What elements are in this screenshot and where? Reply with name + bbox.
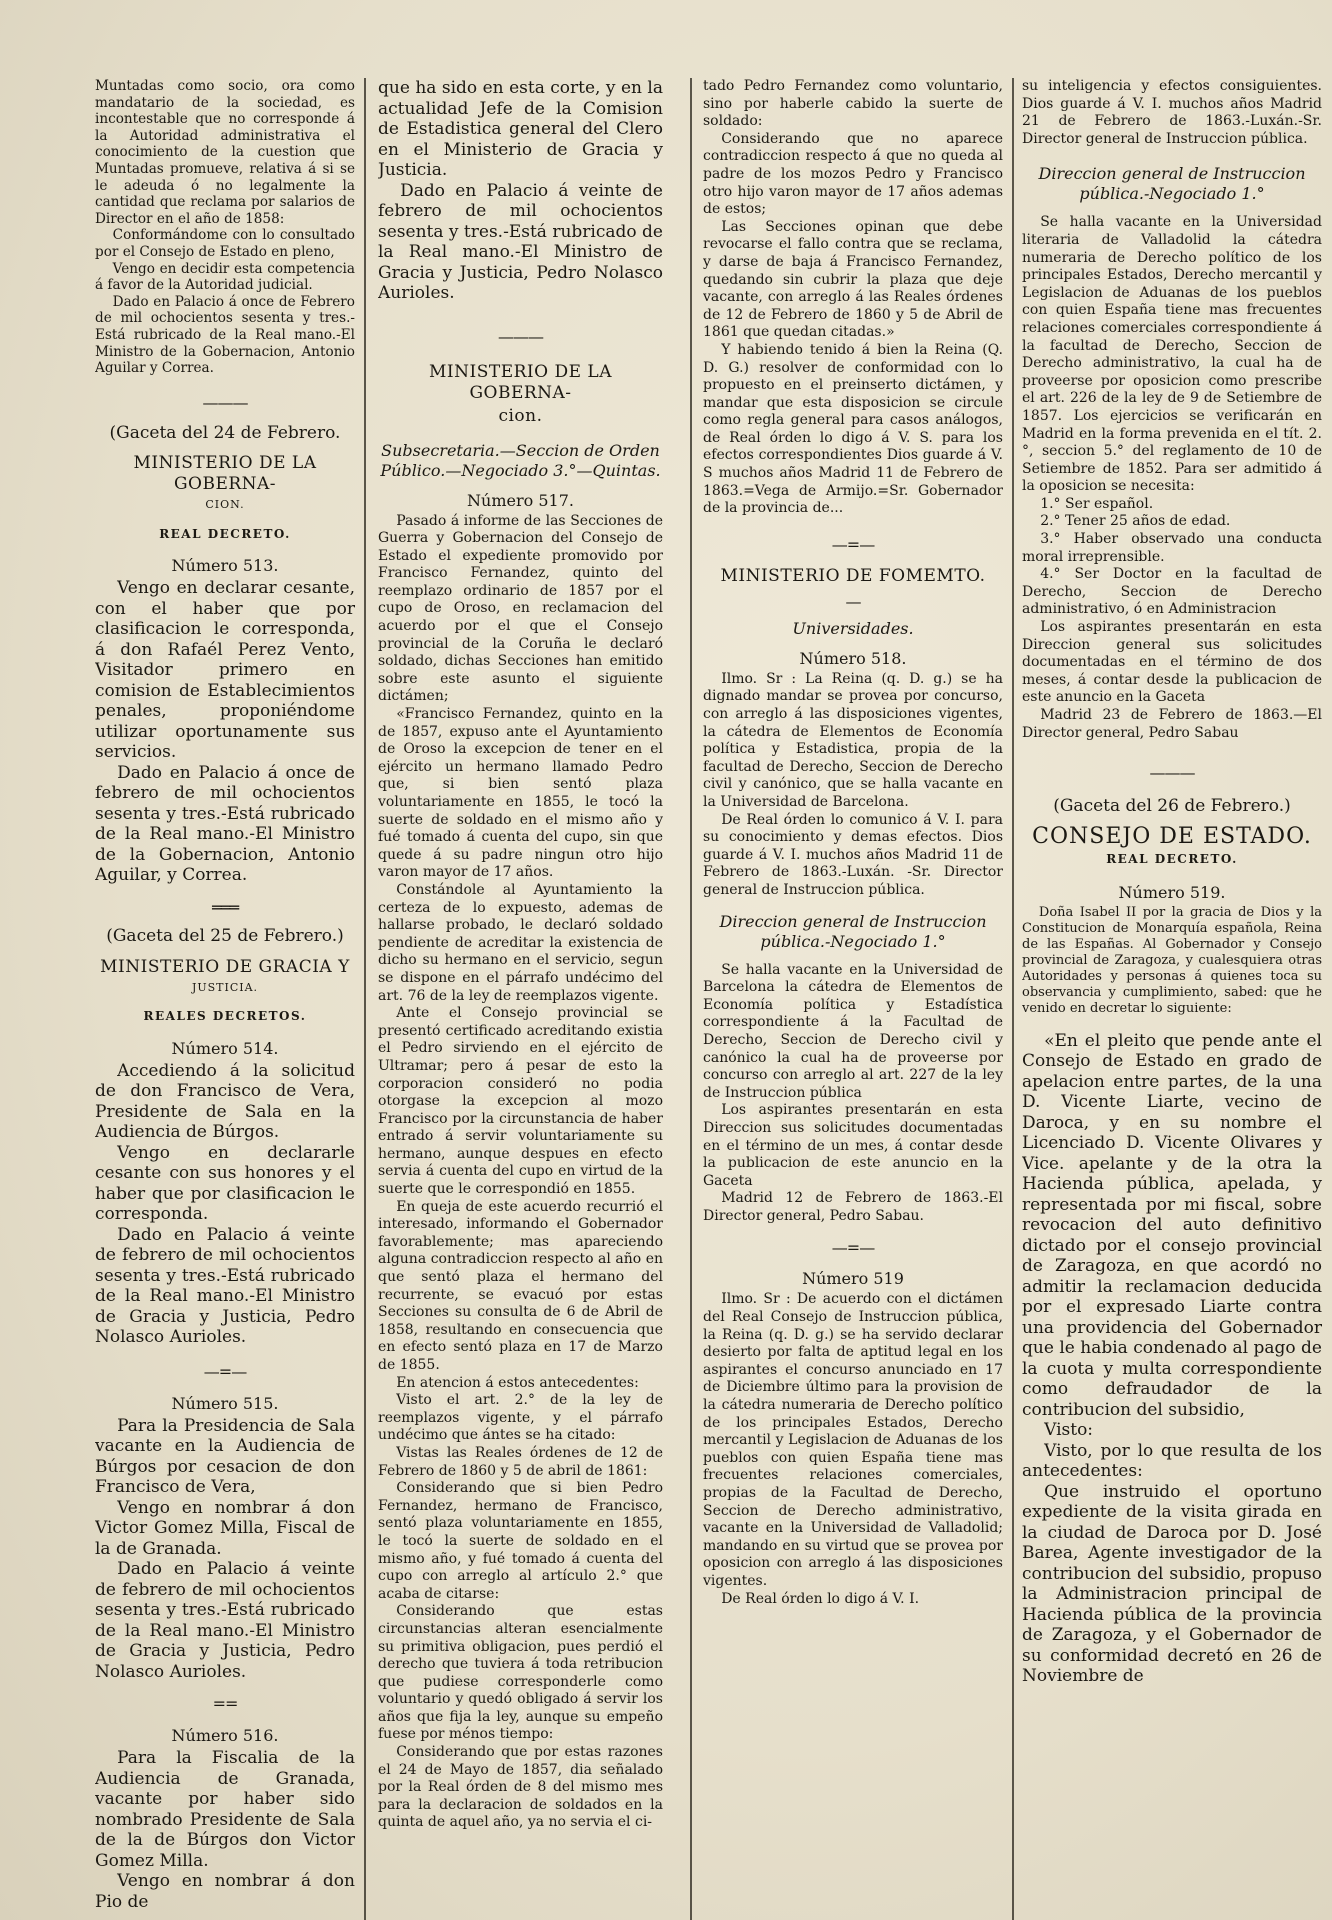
separator: —	[845, 591, 861, 611]
paragraph: En queja de este acuerdo recurrió el interesado, informando el Gobernador favorablemente; mas apareciendo alguna contradiccion respecto al año en que sentó plaza el hermano del recurrente, se evacuó por estas Secciones su consulta de 6 de Abril de 1858, resultando en consecuencia que en efecto sentó plaza en 17 de Marzo de 1855.	[378, 1198, 663, 1373]
paragraph: «En el pleito que pende ante el Consejo de Estado en grado de apelacion entre partes, de la una D. Vicente Liarte, vecino de Daroca, y en su nombre el Licenciado D. Vicente Olivares y Vice. apelante y de la otra la Hacienda pública, apelada, y representada por mi fiscal, sobre revocacion del auto definitivo dictado por el consejo provincial de Zaragoza, en que acordó no admitir la reclamacion deducida por el expresado Liarte contra una providencia del Gobernador que le habia condenado al pago de la cuota y multa correspondiente como defraudador de la contribucion del subsidio,	[1022, 1030, 1322, 1420]
column-2	[378, 78, 663, 1920]
paragraph: Madrid 12 de Febrero de 1863.-El Director general, Pedro Sabau.	[703, 1190, 1003, 1224]
paragraph: Que instruido el oportuno expediente de la visita girada en la ciudad de Daroca por D. José Barea, Agente investigador de la contribucion del subsidio, propuso la Administracion principal de Hacienda pública de la provincia de Zaragoza, y el Gobernador de su conformidad decretó en 26 de Noviembre de	[1022, 1481, 1322, 1687]
separator: ———	[498, 326, 543, 346]
separator: ==	[212, 1694, 238, 1714]
paragraph: Los aspirantes presentarán en esta Direccion general sus solicitudes documentadas en el término de dos meses, á contar desde la publicacion de este anuncio en la Gaceta	[1022, 619, 1322, 706]
paragraph: Doña Isabel II por la gracia de Dios y la Constitucion de Monarquía española, Reina de las Españas. Al Gobernador y Consejo provincial de Zaragoza, y cualesquiera otras Autoridades y personas á quienes toca su observancia y cumplimiento, sabed: que he venido en decretar lo siguiente:	[1022, 904, 1322, 1016]
paragraph: Vengo en nombrar á don Victor Gomez Milla, Fiscal de la de Granada.	[95, 1497, 355, 1559]
column-rule	[1012, 78, 1014, 1920]
paragraph: Ilmo. Sr : La Reina (q. D. g.) se ha dignado mandar se provea por concurso, con arreglo á las disposiciones vigentes, la cátedra de Elementos de Economía política y Estadistica, propia de la facultad de Derecho, Seccion de Derecho civil y canónico, que se halla vacante en la Universidad de Barcelona.	[703, 670, 1003, 810]
separator: ———	[202, 392, 248, 412]
requirement: 1.° Ser español.	[1040, 495, 1154, 512]
requirement: 4.° Ser Doctor en la facultad de Derecho, Seccion de Derecho administrativo, ó en Administracion	[1022, 566, 1322, 618]
paragraph: que ha sido en esta corte, y en la actualidad Jefe de la Comision de Estadistica general del Clero en el Ministerio de Gracia y Justicia.	[378, 78, 663, 180]
decree-heading: REALES DECRETOS.	[143, 1009, 307, 1024]
decree-number: Número 515.	[171, 1393, 279, 1413]
separator: —=—	[831, 534, 875, 554]
decree-number: Número 518.	[799, 648, 907, 668]
paragraph: Se halla vacante en la Universidad de Barcelona la cátedra de Elementos de Economía política y Estadística correspondiente á la Facultad de Derecho, Seccion de Derecho civil y canónico la cual ha de proveerse por concurso con arreglo al art. 227 de la ley de Instruccion pública	[703, 961, 1003, 1101]
decree-number: Número 516.	[171, 1726, 279, 1746]
gaceta-date: (Gaceta del 25 de Febrero.)	[106, 925, 344, 946]
requirement: 3.° Haber observado una conducta moral irreprensible.	[1022, 531, 1322, 565]
separator: ———	[1149, 763, 1195, 783]
separator: —=—	[203, 1361, 247, 1381]
paragraph: Para la Fiscalia de la Audiencia de Granada, vacante por haber sido nombrado Presidente de Sala de la de Búrgos don Victor Gomez Milla.	[95, 1748, 355, 1871]
paragraph: Ante el Consejo provincial se presentó certificado acreditando existia el Pedro sirviendo en el ejército de Ultramar; pero á pesar de esto la corporacion consideró no podia otorgase la excepcion al mozo Francisco por la circunstancia de haber entrado á servir voluntariamente su hermano, aunque despues en efecto servia á cuenta del cupo en virtud de la suerte que le correspondió en 1855.	[378, 1005, 663, 1198]
ministry-heading: MINISTERIO DE LA GOBERNA-	[133, 453, 317, 495]
paragraph: Considerando que por estas razones el 24 de Mayo de 1857, dia señalado por la Real órden de 8 del mismo mes para la declaracion de soldados en la quinta de aquel año, ya no servia el ci-	[378, 1744, 663, 1831]
separator: ═══	[212, 897, 238, 917]
section-heading: Direccion general de Instruccion pública.-Negociado 1.°	[719, 911, 987, 951]
paragraph: Accediendo á la solicitud de don Francisco de Vera, Presidente de Sala en la Audiencia de Búrgos.	[95, 1060, 355, 1143]
column-4	[1022, 78, 1322, 1920]
paragraph: De Real órden lo comunico á V. I. para su conocimiento y demas efectos. Dios guarde á V. I. muchos años Madrid 11 de Febrero de 1863.-Luxán. -Sr. Director general de Instruccion pública.	[703, 811, 1003, 898]
paragraph: Se halla vacante en la Universidad literaria de Valladolid la cátedra numeraria de Derecho político de los principales Estados, Derecho mercantil y Legislacion de Aduanas de los pueblos con quien España tiene mas frecuentes relaciones comerciales correspondiente á la facultad de Derecho, Seccion de Derecho administrativo, la cual ha de proveerse por oposicion como prescribe el art. 226 de la ley de 9 de Setiembre de 1857. Los ejercicios se verificarán en Madrid en la forma prevenida en el tít. 2.°, seccion 5.° del reglamento de 10 de Setiembre de 1852. Para ser admitido á la oposicion se necesita:	[1022, 214, 1322, 495]
paragraph: Vistas las Reales órdenes de 12 de Febrero de 1860 y 5 de abril de 1861:	[378, 1444, 663, 1479]
ministry-heading: MINISTERIO DE FOMEMTO.	[720, 565, 986, 586]
paragraph: Vengo en decidir esta competencia á favor de la Autoridad judicial.	[95, 260, 355, 294]
decree-heading: REAL DECRETO.	[1106, 852, 1238, 867]
column-rule	[364, 78, 366, 1920]
paragraph: De Real órden lo digo á V. I.	[721, 1590, 920, 1607]
ministry-heading-cont: cion.	[498, 405, 543, 426]
paragraph: Dado en Palacio á veinte de febrero de mil ochocientos sesenta y tres.-Está rubricado de la Real mano.-El Ministro de Gracia y Justicia, Pedro Nolasco Aurioles.	[378, 180, 663, 303]
decree-heading: REAL DECRETO.	[159, 526, 291, 541]
decree-number: Número 517.	[467, 490, 574, 510]
decree-number: Número 514.	[171, 1038, 279, 1058]
paragraph: Vengo en declararle cesante con sus honores y el haber que por clasificacion le corresponda.	[95, 1142, 355, 1225]
paragraph: Y habiendo tenido á bien la Reina (Q. D. G.) resolver de conformidad con lo propuesto en el preinserto dictámen, y mandar que esta disposicion se circule como regla general para casos análogos, de Real órden lo digo á V. S. para los efectos correspondientes Dios guarde á V. S muchos años Madrid 11 de Febrero de 1863.=Vega de Armijo.=Sr. Gobernador de la provincia de...	[703, 341, 1003, 517]
paragraph: Conformándome con lo consultado por el Consejo de Estado en pleno,	[95, 227, 355, 260]
paragraph: su inteligencia y efectos consiguientes. Dios guarde á V. I. muchos años Madrid 21 de Febrero de 1863.-Luxán.-Sr. Director general de Instruccion pública.	[1022, 78, 1322, 147]
paragraph: Dado en Palacio á veinte de febrero de mil ochocientos sesenta y tres.-Está rubricado de la Real mano.-El Ministro de Gracia y Justicia, Pedro Nolasco Aurioles.	[95, 1559, 355, 1682]
paragraph: Considerando que no aparece contradiccion respecto á que no queda al padre de los mozos Pedro y Francisco otro hijo varon mayor de 17 años ademas de estos;	[703, 130, 1003, 218]
requirement: 2.° Tener 25 años de edad.	[1040, 513, 1231, 530]
gaceta-date: (Gaceta del 24 de Febrero.	[109, 422, 341, 443]
paragraph: Pasado á informe de las Secciones de Guerra y Gobernacion del Consejo de Estado el expediente promovido por Francisco Fernandez, quinto del reemplazo ordinario de 1857 por el cupo de Oroso, en reclamacion del acuerdo por el que el Consejo provincial de la Coruña le declaró soldado, dichas Secciones han emitido sobre este asunto el siguiente dictámen;	[378, 512, 663, 705]
ministry-heading: MINISTERIO DE LA GOBERNA-	[429, 361, 612, 403]
section-heading: Direccion general de Instruccion pública.-Negociado 1.°	[1038, 164, 1306, 204]
paragraph: Considerando que si bien Pedro Fernandez, hermano de Francisco, sentó plaza voluntariamente en 1855, le tocó la suerte de soldado en el mismo año, y fué tomado á cuenta del cupo con arreglo al artículo 2.° que acaba de citarse:	[378, 1480, 663, 1602]
paragraph: Vengo en declarar cesante, con el haber que por clasificacion le corresponda, á don Rafaél Perez Vento, Visitador primero en comision de Establecimientos penales, proponiéndome utilizar oportunamente sus servicios.	[95, 578, 355, 763]
paragraph: Visto el art. 2.° de la ley de reemplazos vigente, y el párrafo undécimo que ántes se ha citado:	[378, 1392, 663, 1444]
section-heading: Subsecretaria.—Seccion de Orden Público.—Negociado 3.°—Quintas.	[380, 440, 661, 480]
paragraph: Las Secciones opinan que debe revocarse el fallo contra que se reclama, y darse de baja á Francisco Fernandez, quedando sin cubrir la plaza que deje vacante, con arreglo á las Reales órdenes de 12 de Febrero de 1860 y 5 de Abril de 1861 que quedan citadas.»	[703, 218, 1003, 341]
paragraph: tado Pedro Fernandez como voluntario, sino por haberle cabido la suerte de soldado:	[703, 78, 1003, 130]
paragraph: Ilmo. Sr : De acuerdo con el dictámen del Real Consejo de Instruccion pública, la Reina (q. D. g.) se ha servido declarar desierto por falta de aptitud legal en los aspirantes el concurso anunciado en 17 de Diciembre último para la provision de la cátedra numeraria de Derecho político de los principales Estados, Derecho mercantil y Legislacion de Aduanas de los pueblos con quien España tiene mas frecuentes relaciones comerciales, propias de la Facultad de Derecho, Seccion de Derecho administrativo, vacante en la Universidad de Valladolid; mandando en su virtud que se provea por oposicion con arreglo á las disposiciones vigentes.	[703, 1291, 1003, 1589]
council-heading: CONSEJO DE ESTADO.	[1032, 823, 1312, 849]
paragraph: «Francisco Fernandez, quinto en la de 1857, expuso ante el Ayuntamiento de Oroso la excepcion de tener en el ejército un hermano llamado Pedro que, si bien sentó plaza voluntariamente en 1855, le tocó la suerte de soldado en el mismo año y fué tomado á cuenta del cupo, sin que quede á su padre ningun otro hijo varon mayor de 17 años.	[378, 706, 663, 881]
ministry-heading-cont: JUSTICIA.	[191, 980, 259, 994]
paragraph: Los aspirantes presentarán en esta Direccion sus solicitudes documentadas en el término de un mes, á contar desde la publicacion de este anuncio en la Gaceta	[703, 1102, 1003, 1189]
paragraph: Dado en Palacio á veinte de febrero de mil ochocientos sesenta y tres.-Está rubricado de la Real mano.-El Ministro de Gracia y Justicia, Pedro Nolasco Aurioles.	[95, 1224, 355, 1348]
ministry-heading-cont: CION.	[205, 498, 245, 512]
paragraph: Vengo en nombrar á don Pio de	[95, 1871, 355, 1912]
paragraph: Visto:	[1044, 1420, 1094, 1441]
paragraph: Visto, por lo que resulta de los antecedentes:	[1022, 1440, 1322, 1482]
paragraph: Para la Presidencia de Sala vacante en la Audiencia de Búrgos por cesacion de don Francisco de Vera,	[95, 1415, 355, 1498]
paragraph: En atencion á estos antecedentes:	[396, 1374, 639, 1391]
decree-number: Número 519.	[1118, 882, 1226, 902]
section-heading: Universidades.	[792, 618, 914, 638]
paragraph: Constándole al Ayuntamiento la certeza de lo expuesto, ademas de hallarse probado, le declaró soldado pendiente de acreditar la existencia de dicho su hermano en el servicio, segun se dispone en el párrafo undécimo del art. 76 de la ley de reemplazos vigente.	[378, 881, 663, 1004]
separator: —=—	[831, 1238, 875, 1258]
gaceta-date: (Gaceta del 26 de Febrero.)	[1053, 796, 1291, 817]
column-3	[703, 78, 1003, 1920]
paragraph: Considerando que estas circunstancias alteran esencialmente su primitiva obligacion, pues perdió el derecho que tuviera á toda retribucion que pudiese corresponderle como voluntario y quedó obligado á servir los años que fija la ley, aunque su empeño fuese por ménos tiempo:	[378, 1603, 663, 1743]
column-1	[95, 78, 355, 1920]
paragraph: Madrid 23 de Febrero de 1863.—El Director general, Pedro Sabau	[1022, 707, 1322, 741]
paragraph: Dado en Palacio á once de Febrero de mil ochocientos sesenta y tres.-Está rubricado de la Real mano.-El Ministro de la Gobernacion, Antonio Aguilar y Correa.	[95, 293, 355, 377]
column-rule	[690, 78, 692, 1920]
decree-number: Número 513.	[171, 556, 279, 576]
paragraph: Dado en Palacio á once de febrero de mil ochocientos sesenta y tres.-Está rubricado de la Real mano.-El Ministro de la Gobernacion, Antonio Aguilar, y Correa.	[95, 762, 355, 886]
ministry-heading: MINISTERIO DE GRACIA Y	[100, 956, 350, 977]
paragraph: Muntadas como socio, ora como mandatario de la sociedad, es incontestable que no corresponde á la Autoridad administrativa el conocimiento de la cuestion que Muntadas promueve, relativa á si se le adeuda ó no legalmente la cantidad que reclama por salarios de Director en el año de 1858:	[95, 78, 355, 227]
decree-number: Número 519	[802, 1269, 904, 1289]
